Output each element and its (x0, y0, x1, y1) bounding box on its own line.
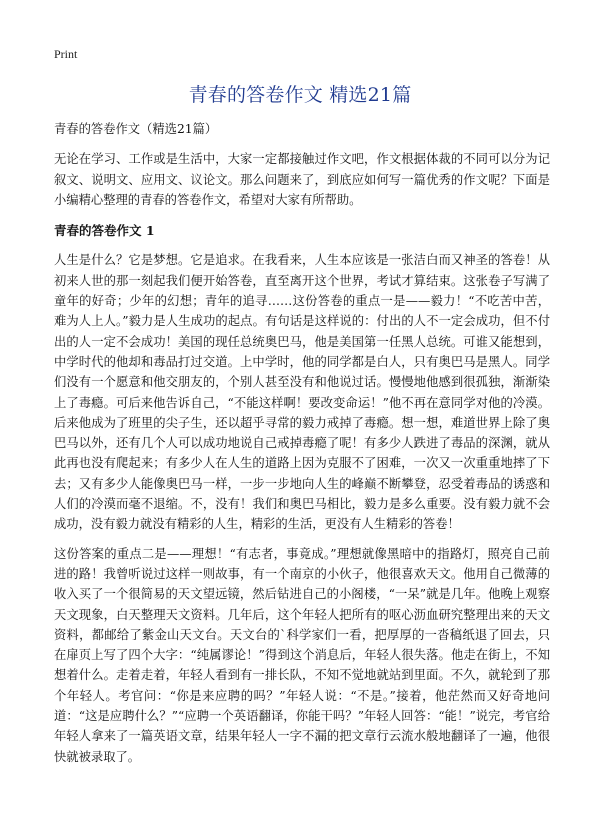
intro-paragraph: 无论在学习、工作或是生活中，大家一定都接触过作文吧，作文根据体裁的不同可以分为记叙文、说明文、应用文、议论文。那么问题来了，到底应如何写一篇优秀的作文呢？下面是小编精心整理的青春的答卷作文，希望对大家有所帮助。 (54, 152, 550, 207)
body-paragraph: 这份答案的重点二是——理想！“有志者，事竟成。”理想就像黑暗中的指路灯，照亮自己前进的路！我曾听说过这样一则故事，有一个南京的小伙子，他很喜欢天文。他用自己微薄的收入买了一个很简易的天文望远镜，然后钻进自己的小阁楼，“一呆”就是几年。他晚上观察天文现象，白天整理天文资料。几年后，这个年轻人把所有的呕心沥血研究整理出来的天文资料，都邮给了紫金山天文台。天文台的`科学家们一看，把厚厚的一沓稿纸退了回去，只在扉页上写了四个大字：“纯属谬论！”得到这个消息后，年轻人很失落。他走在街上，不知想着什么。走着走着，年轻人看到有一排长队，不知不觉地就站到里面。不久，就轮到了那个年轻人。考官问：“你是来应聘的吗？”年轻人说：“不是。”接着，他茫然而又好奇地问道：“这是应聘什么？”“应聘一个英语翻译，你能干吗？”年轻人回答：“能！”说完，考官给年轻人拿来了一篇英语文章，结果年轻人一字不漏的把文章行云流水般地翻译了一遍，他很快就被录取了。 (54, 546, 550, 764)
page-title: 青春的答卷作文 精选21篇 (188, 84, 412, 106)
body-paragraph: 人生是什么？它是梦想。它是追求。在我看来，人生本应该是一张洁白而又神圣的答卷！从初来人世的那一刻起我们便开始答卷，直至离开这个世界，考试才算结束。这张卷子写满了童年的好奇；少年的幻想；青年的追寻……这份答卷的重点一是——毅力！“不吃苦中苦，难为人上人。”毅力是人生成功的起点。有句话是这样说的：付出的人不一定会成功，但不付出的人一定不会成功！美国的现任总统奥巴马，他是美国第一任黑人总统。可谁又能想到，中学时代的他却和毒品打过交道。上中学时，他的同学都是白人，只有奥巴马是黑人。同学们没有一个愿意和他交朋友的，个别人甚至没有和他说过话。慢慢地他感到很孤独，渐渐染上了毒瘾。可后来他告诉自己，“不能这样啊！要改变命运！”他不再在意同学对他的冷漠。后来他成为了班里的尖子生，还以超乎寻常的毅力戒掉了毒瘾。想一想，难道世界上除了奥巴马以外，还有几个人可以成功地说自己戒掉毒瘾了呢！有多少人跌进了毒品的深渊，就从此再也没有爬起来；有多少人在人生的道路上因为克服不了困难，一次又一次重重地摔了下去；又有多少人能像奥巴马一样，一步一步地向人生的峰巅不断攀登，忍受着毒品的诱惑和人们的冷漠而毫不退缩。不，没有！我们和奥巴马相比，毅力是多么重要。没有毅力就不会成功，没有毅力就没有精彩的人生，精彩的生活，更没有人生精彩的答卷！ (54, 253, 550, 532)
article-body (54, 119, 550, 767)
article-subtitle: 青春的答卷作文（精选21篇） (54, 122, 218, 136)
section-heading: 青春的答卷作文 1 (54, 223, 155, 239)
print-link[interactable]: Print (54, 47, 78, 61)
